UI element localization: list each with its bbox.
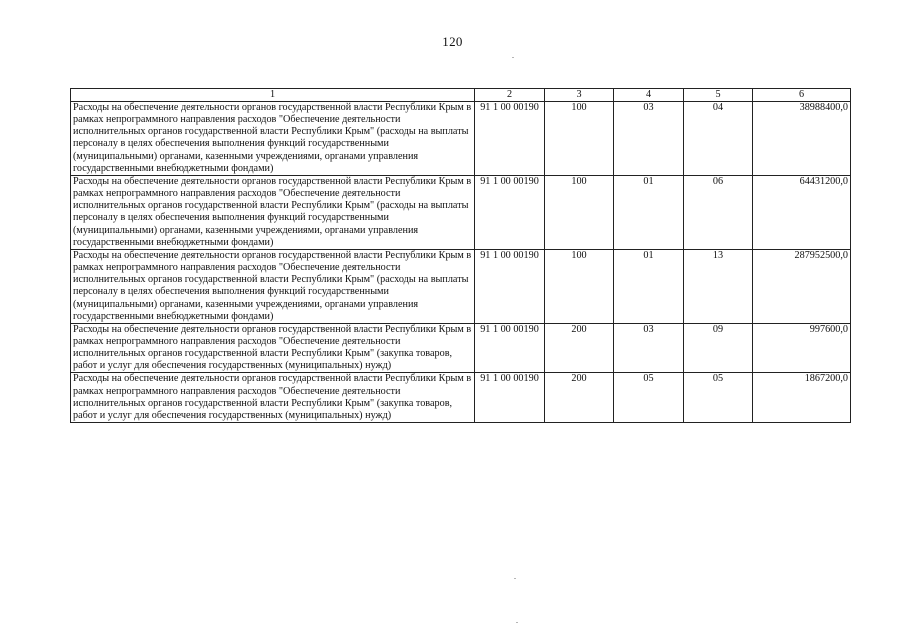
row-vr: 200	[545, 323, 614, 373]
table-row	[71, 175, 851, 249]
row-rz: 05	[614, 373, 684, 423]
row-rz: 03	[614, 102, 684, 176]
row-description: Расходы на обеспечение деятельности органов государственной власти Республики Крым в рамках непрограммного направления расходов "Обеспечение деятельности исполнительных органов государственной власти Республики Крым" (расходы на выплаты персоналу в целях обеспечения выполнения функций государственными (муниципальными) органами, казенными учреждениями, органами управления государственными внебюджетными фондами)	[71, 249, 475, 323]
row-csr: 91 1 00 00190	[475, 373, 545, 423]
row-csr: 91 1 00 00190	[475, 175, 545, 249]
scan-speck	[514, 578, 516, 579]
row-amount: 64431200,0	[753, 175, 851, 249]
header-row	[71, 89, 851, 102]
table-row	[71, 323, 851, 373]
header-amount: 6	[753, 89, 851, 102]
scan-speck	[516, 622, 518, 623]
row-csr: 91 1 00 00190	[475, 249, 545, 323]
header-csr: 2	[475, 89, 545, 102]
row-vr: 100	[545, 102, 614, 176]
row-pr: 06	[684, 175, 753, 249]
row-amount: 38988400,0	[753, 102, 851, 176]
row-description: Расходы на обеспечение деятельности органов государственной власти Республики Крым в рамках непрограммного направления расходов "Обеспечение деятельности исполнительных органов государственной власти Республики Крым" (расходы на выплаты персоналу в целях обеспечения выполнения функций государственными (муниципальными) органами, казенными учреждениями, органами управления государственными внебюджетными фондами)	[71, 175, 475, 249]
table-row	[71, 373, 851, 423]
row-pr: 04	[684, 102, 753, 176]
row-rz: 03	[614, 323, 684, 373]
header-vr: 3	[545, 89, 614, 102]
row-vr: 200	[545, 373, 614, 423]
header-pr: 5	[684, 89, 753, 102]
header-description: 1	[71, 89, 475, 102]
row-amount: 997600,0	[753, 323, 851, 373]
row-vr: 100	[545, 249, 614, 323]
page-number: 120	[442, 34, 463, 49]
scan-speck	[512, 57, 514, 58]
header-rz: 4	[614, 89, 684, 102]
row-vr: 100	[545, 175, 614, 249]
row-description: Расходы на обеспечение деятельности органов государственной власти Республики Крым в рамках непрограммного направления расходов "Обеспечение деятельности исполнительных органов государственной власти Республики Крым" (закупка товаров, работ и услуг для обеспечения государственных (муниципальных) нужд)	[71, 373, 475, 423]
row-rz: 01	[614, 249, 684, 323]
table-row	[71, 249, 851, 323]
row-amount: 287952500,0	[753, 249, 851, 323]
row-rz: 01	[614, 175, 684, 249]
row-pr: 09	[684, 323, 753, 373]
row-description: Расходы на обеспечение деятельности органов государственной власти Республики Крым в рамках непрограммного направления расходов "Обеспечение деятельности исполнительных органов государственной власти Республики Крым" (расходы на выплаты персоналу в целях обеспечения выполнения функций государственными (муниципальными) органами, казенными учреждениями, органами управления государственными внебюджетными фондами)	[71, 102, 475, 176]
row-pr: 13	[684, 249, 753, 323]
row-csr: 91 1 00 00190	[475, 323, 545, 373]
row-amount: 1867200,0	[753, 373, 851, 423]
table-row	[71, 102, 851, 176]
row-csr: 91 1 00 00190	[475, 102, 545, 176]
budget-table	[70, 88, 851, 423]
row-pr: 05	[684, 373, 753, 423]
row-description: Расходы на обеспечение деятельности органов государственной власти Республики Крым в рамках непрограммного направления расходов "Обеспечение деятельности исполнительных органов государственной власти Республики Крым" (закупка товаров, работ и услуг для обеспечения государственных (муниципальных) нужд)	[71, 323, 475, 373]
